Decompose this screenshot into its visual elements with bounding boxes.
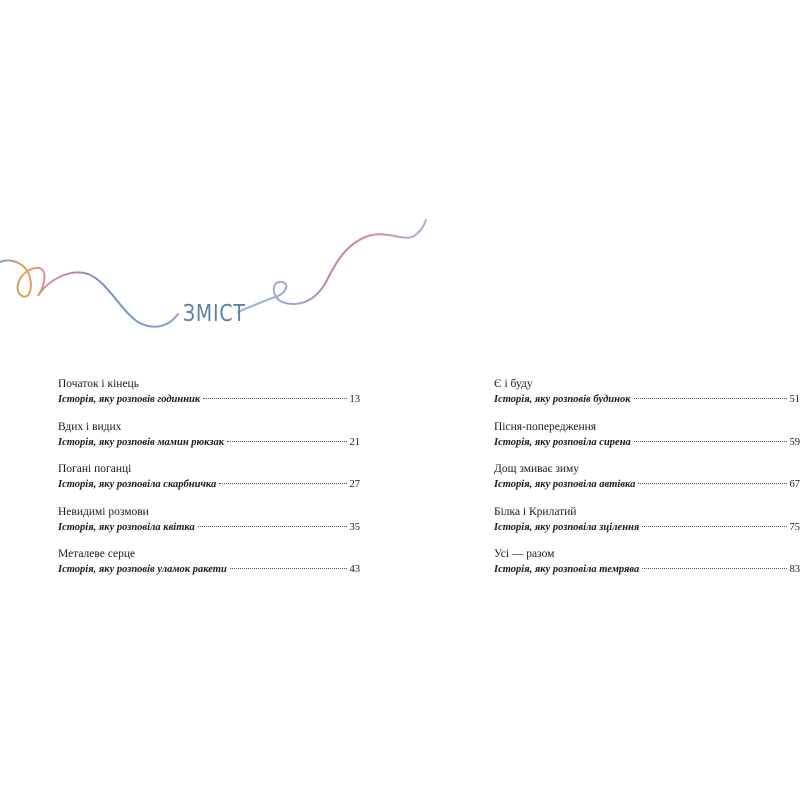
dot-leader [203, 398, 346, 399]
toc-entry-line [494, 436, 800, 450]
toc-entry-subtitle: Історія, яку розповіла автівка [494, 479, 636, 490]
toc-entry-subtitle: Історія, яку розповіла скарбничка [58, 479, 217, 490]
toc-entry-title: Білка і Крилатий [494, 505, 577, 518]
toc-entry-page: 75 [789, 521, 800, 533]
toc-entry-line [494, 478, 800, 492]
toc-entry [494, 377, 800, 420]
toc-entry [494, 505, 800, 548]
toc-entry-subtitle: Історія, яку розповів мамин рюкзак [58, 436, 225, 448]
toc-entry-subtitle: Історія, яку розповів годинник [58, 394, 201, 405]
toc-entry [58, 420, 360, 463]
toc-entry-line [494, 563, 800, 577]
toc-entry-title: Початок і кінець [58, 378, 139, 390]
ribbon-left-stroke [0, 260, 178, 326]
toc-entry [58, 547, 360, 590]
toc-entry-subtitle: Історія, яку розповів будинок [494, 394, 631, 405]
toc-heading: ЗМІСТ [183, 301, 246, 327]
toc-entry-page: 83 [789, 564, 800, 575]
toc-entry-page: 59 [789, 436, 800, 448]
toc-entry-title: Погані поганці [58, 463, 132, 475]
toc-entry-line [58, 393, 360, 407]
toc-entry-line [58, 521, 360, 535]
toc-entry-title: Дощ змиває зиму [494, 463, 580, 475]
toc-entry [494, 420, 800, 463]
toc-entry [58, 377, 360, 420]
dot-leader [634, 441, 787, 442]
toc-entry-page: 21 [349, 436, 360, 448]
toc-entry-page: 35 [349, 521, 360, 533]
dot-leader [230, 568, 347, 569]
dot-leader [198, 526, 347, 527]
toc-entry-title: Усі — разом [494, 548, 555, 560]
dot-leader [219, 483, 346, 484]
toc-entry [494, 462, 800, 505]
dot-leader [638, 483, 786, 484]
toc-entry-subtitle: Історія, яку розповіла зцілення [494, 521, 640, 533]
toc-entry [494, 547, 800, 590]
toc-entry-subtitle: Історія, яку розповіла темрява [494, 564, 640, 575]
dot-leader [227, 441, 346, 442]
toc-entry-title: Металеве серце [58, 548, 136, 560]
toc-entry-page: 51 [789, 394, 800, 405]
toc-entry-title: Пісня-попередження [494, 420, 597, 433]
toc-entry-subtitle: Історія, яку розповів уламок ракети [58, 564, 227, 575]
toc-entry-page: 13 [349, 394, 360, 405]
toc-column-right [494, 377, 800, 590]
toc-entry-line [494, 521, 800, 535]
toc-entry-title: Є і буду [494, 378, 533, 390]
toc-entry-page: 67 [789, 479, 800, 490]
toc-entry-subtitle: Історія, яку розповіла квітка [58, 521, 195, 533]
toc-entry-line [58, 478, 360, 492]
toc-entry-line [58, 436, 360, 450]
ribbon-right-stroke [238, 220, 426, 312]
toc-entry-line [58, 563, 360, 577]
dot-leader [634, 398, 787, 399]
toc-entry-subtitle: Історія, яку розповіла сирена [494, 436, 631, 448]
dot-leader [642, 568, 786, 569]
toc-entry [58, 505, 360, 548]
toc-entry-title: Вдих і видих [58, 420, 122, 433]
toc-entry-line [494, 393, 800, 407]
toc-entry-page: 27 [349, 479, 360, 490]
toc-column-left [58, 377, 360, 590]
toc-entry [58, 462, 360, 505]
toc-entry-page: 43 [349, 564, 360, 575]
dot-leader [642, 526, 786, 527]
toc-entry-title: Невидимі розмови [58, 505, 149, 518]
